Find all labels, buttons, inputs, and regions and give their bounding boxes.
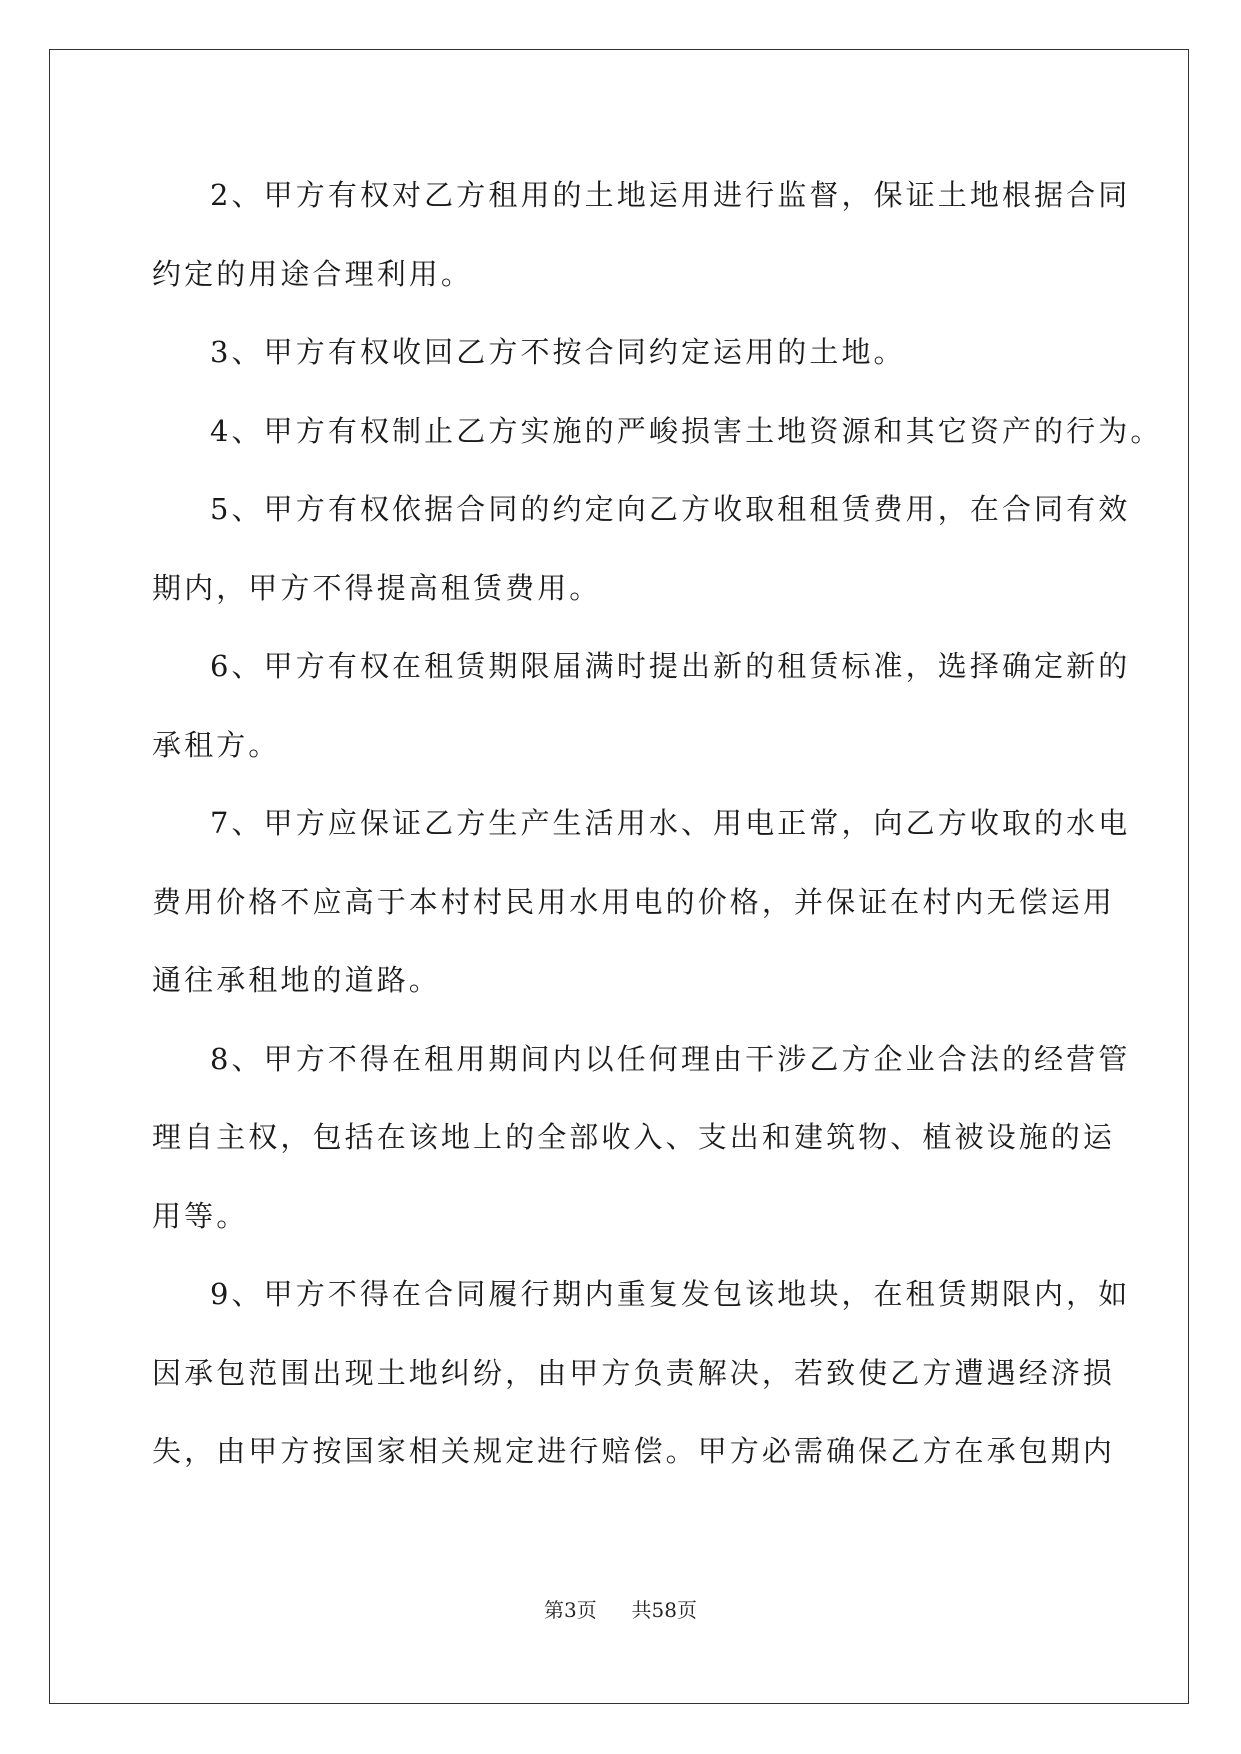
text-line: 5、甲方有权依据合同的约定向乙方收取租租赁费用，在合同有效 <box>210 492 1131 526</box>
paragraph-6 <box>152 627 1131 784</box>
page-total: 共58页 <box>631 1598 697 1622</box>
page-number: 第3页 <box>544 1598 597 1622</box>
text-line: 理自主权，包括在该地上的全部收入、支出和建筑物、植被设施的运 <box>152 1120 1116 1154</box>
page-footer <box>0 1594 1241 1623</box>
paragraph-7 <box>152 784 1131 1020</box>
paragraph-9 <box>152 1255 1131 1491</box>
text-line: 费用价格不应高于本村村民用水用电的价格，并保证在村内无偿运用 <box>152 884 1116 919</box>
text-line: 通往承租地的道路。 <box>152 963 441 997</box>
text-line: 7、甲方应保证乙方生产生活用水、用电正常，向乙方收取的水电 <box>210 806 1131 840</box>
text-line: 6、甲方有权在租赁期限届满时提出新的租赁标准，选择确定新的 <box>210 649 1131 683</box>
paragraph-4 <box>152 392 1163 471</box>
paragraph-5 <box>152 470 1131 627</box>
text-line: 约定的用途合理利用。 <box>152 256 474 291</box>
text-line: 失，由甲方按国家相关规定进行赔偿。甲方必需确保乙方在承包期内 <box>152 1434 1116 1468</box>
text-line: 期内，甲方不得提高租赁费用。 <box>152 570 602 605</box>
paragraph-2 <box>152 156 1131 313</box>
text-line: 4、甲方有权制止乙方实施的严峻损害土地资源和其它资产的行为。 <box>210 413 1163 448</box>
paragraph-8 <box>152 1020 1131 1256</box>
text-line: 3、甲方有权收回乙方不按合同约定运用的土地。 <box>210 335 906 369</box>
text-line: 9、甲方不得在合同履行期内重复发包该地块，在租赁期限内，如 <box>210 1277 1131 1311</box>
text-line: 因承包范围出现土地纠纷，由甲方负责解决，若致使乙方遭遇经济损 <box>152 1355 1116 1390</box>
text-line: 8、甲方不得在租用期间内以任何理由干涉乙方企业合法的经营管 <box>210 1041 1131 1076</box>
text-line: 2、甲方有权对乙方租用的土地运用进行监督，保证土地根据合同 <box>210 178 1131 212</box>
text-line: 用等。 <box>152 1198 249 1233</box>
text-line: 承租方。 <box>152 727 281 762</box>
document-body <box>152 156 1163 1491</box>
paragraph-3 <box>152 313 1090 392</box>
